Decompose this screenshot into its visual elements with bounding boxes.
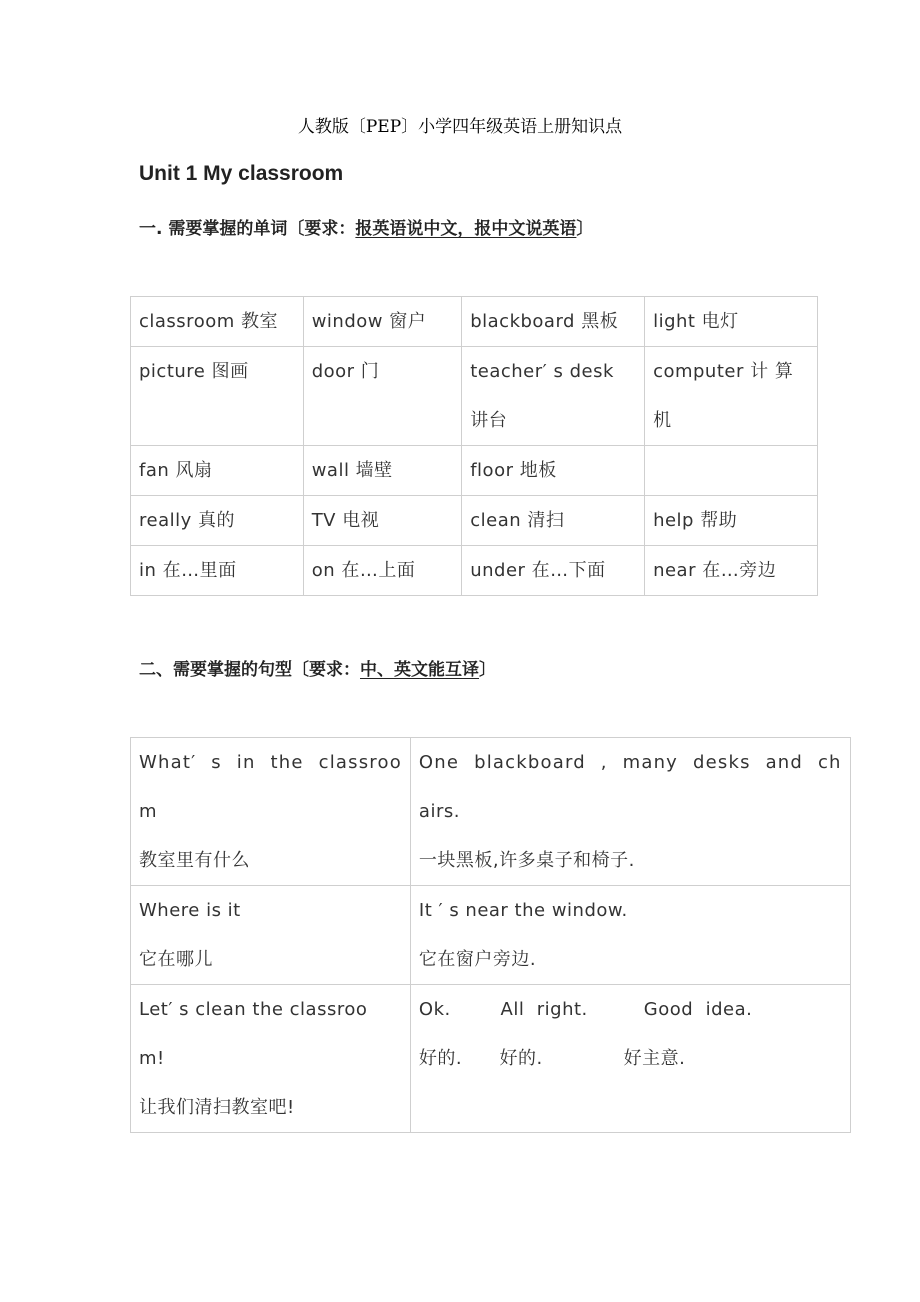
sentence-line: airs. <box>418 801 460 822</box>
sentence-translation: 好的. 好的. 好主意. <box>418 1048 686 1069</box>
section-sentences-heading <box>139 655 496 680</box>
table-row <box>131 985 851 1133</box>
table-row <box>131 347 818 446</box>
sentence-translation: 它在哪儿 <box>139 949 213 970</box>
sentence-table <box>130 737 851 1133</box>
sentence-answer-cell <box>410 886 850 985</box>
vocab-cell: floor 地板 <box>462 446 645 496</box>
document-title: 人教版〔PEP〕小学四年级英语上册知识点 <box>297 117 623 137</box>
section-prefix: 二、需要掌握的句型〔要求： <box>139 660 360 680</box>
section-requirement: 报英语说中文，报中文说英语 <box>355 219 577 239</box>
vocab-cell-line: 机 <box>653 410 672 431</box>
vocab-cell-line: picture 图画 <box>139 361 249 382</box>
sentence-line: m! <box>139 1048 165 1069</box>
vocab-cell <box>645 347 818 446</box>
sentence-translation: 让我们清扫教室吧! <box>139 1097 295 1118</box>
vocab-cell: on 在…上面 <box>303 546 462 596</box>
vocab-cell <box>462 347 645 446</box>
table-row <box>131 886 851 985</box>
sentence-translation: 它在窗户旁边. <box>418 949 537 970</box>
vocab-cell: blackboard 黑板 <box>462 297 645 347</box>
vocab-cell: wall 墙壁 <box>303 446 462 496</box>
vocab-cell-line: computer 计 算 <box>653 361 794 382</box>
sentence-answer-cell <box>410 738 850 886</box>
vocab-cell: really 真的 <box>131 496 304 546</box>
sentence-question-cell <box>131 886 411 985</box>
sentence-line: Where is it <box>139 900 241 921</box>
sentence-question-cell <box>131 985 411 1133</box>
sentence-translation: 一块黑板,许多桌子和椅子. <box>418 850 635 871</box>
unit-heading: Unit 1 My classroom <box>139 162 344 185</box>
section-requirement: 中、英文能互译 <box>360 660 479 680</box>
vocab-cell <box>645 446 818 496</box>
vocabulary-table <box>130 296 818 596</box>
vocab-cell-line: teacher′ s desk <box>470 361 614 382</box>
vocab-cell-line <box>139 396 295 445</box>
section-suffix: 〕 <box>576 219 594 239</box>
sentence-line: What′ s in the classroo <box>139 752 402 773</box>
sentence-translation: 教室里有什么 <box>139 850 250 871</box>
sentence-line: Let′ s clean the classroo <box>139 999 368 1020</box>
vocab-cell-line: door 门 <box>311 361 380 382</box>
vocab-cell: near 在…旁边 <box>645 546 818 596</box>
vocab-cell: TV 电视 <box>303 496 462 546</box>
vocab-cell: help 帮助 <box>645 496 818 546</box>
section-prefix: 一. 需要掌握的单词〔要求： <box>139 219 356 239</box>
vocab-cell <box>303 347 462 446</box>
vocab-cell: under 在…下面 <box>462 546 645 596</box>
vocab-cell <box>131 347 304 446</box>
sentence-answer-cell <box>410 985 850 1133</box>
table-row <box>131 738 851 886</box>
sentence-line: m <box>139 801 158 822</box>
sentence-line: Ok. All right. Good idea. <box>418 999 753 1020</box>
vocab-cell-line <box>312 396 454 445</box>
table-row <box>131 496 818 546</box>
vocab-cell: classroom 教室 <box>131 297 304 347</box>
sentence-line: It ′ s near the window. <box>418 900 628 921</box>
vocab-cell: in 在…里面 <box>131 546 304 596</box>
vocab-cell: clean 清扫 <box>462 496 645 546</box>
vocab-cell: fan 风扇 <box>131 446 304 496</box>
table-row <box>131 546 818 596</box>
section-vocabulary-heading <box>139 214 593 239</box>
table-row <box>131 446 818 496</box>
sentence-question-cell <box>131 738 411 886</box>
sentence-line: One blackboard , many desks and ch <box>418 752 842 773</box>
vocab-cell: light 电灯 <box>645 297 818 347</box>
table-row <box>131 297 818 347</box>
section-suffix: 〕 <box>479 660 496 680</box>
vocab-cell-line: 讲台 <box>470 410 508 431</box>
vocab-cell: window 窗户 <box>303 297 462 347</box>
